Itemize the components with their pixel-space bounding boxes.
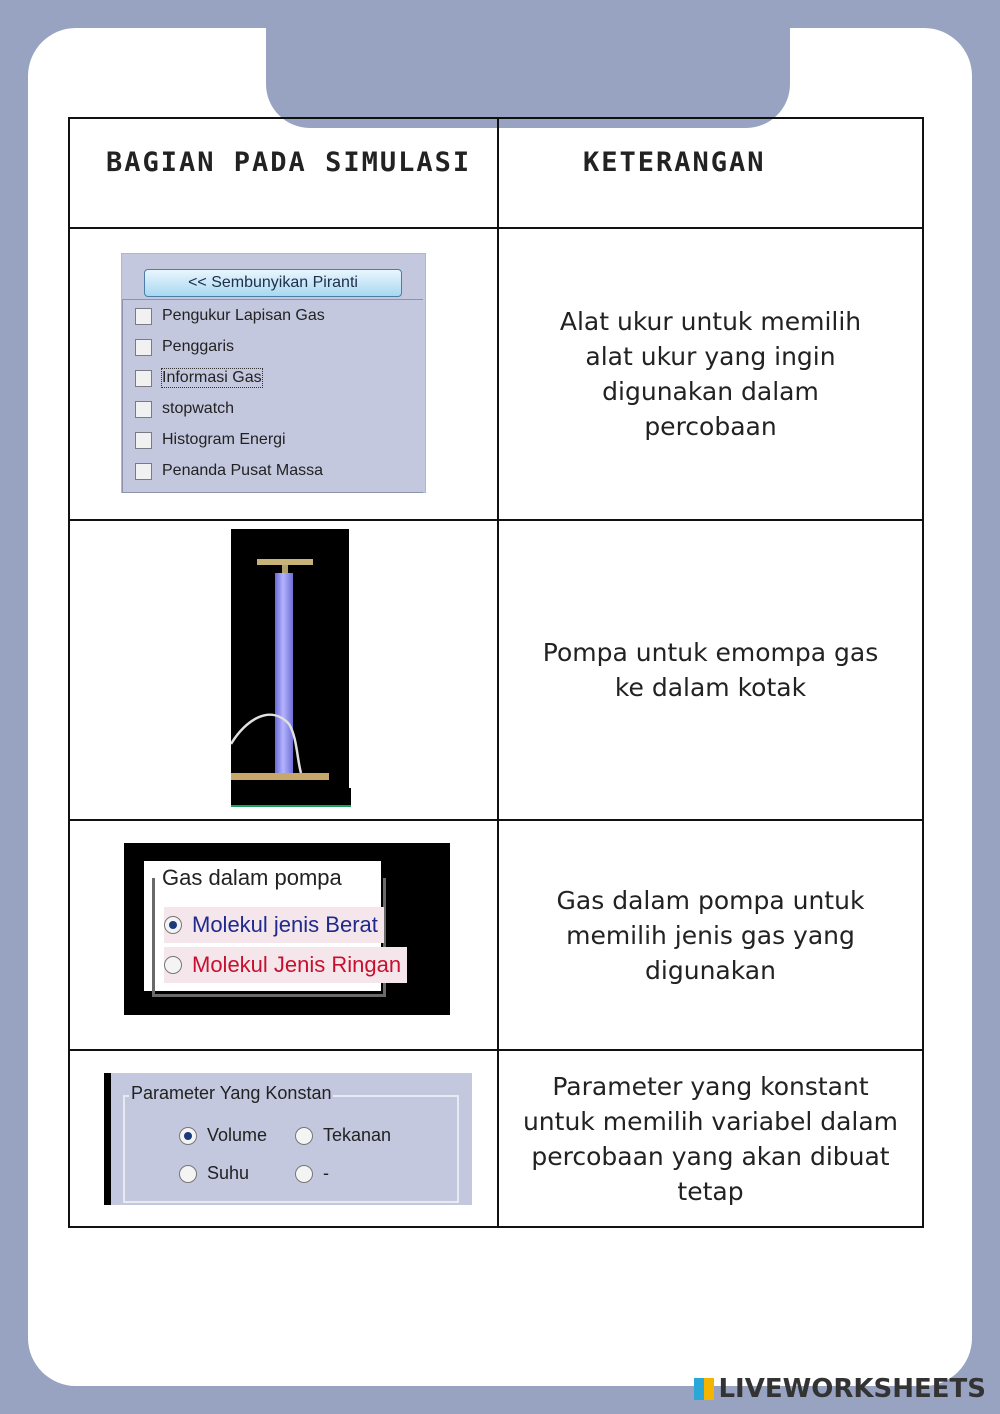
tools-list (122, 299, 423, 493)
description-line: ke dalam kotak (614, 673, 807, 702)
checkbox-icon (135, 463, 152, 480)
param-option-tekanan (295, 1125, 391, 1146)
checkbox-icon (135, 432, 152, 449)
logo-mark-icon (694, 1378, 714, 1400)
radio-selected-icon (179, 1127, 197, 1145)
pump-base (231, 773, 329, 780)
checkbox-icon (135, 401, 152, 418)
description-line: Gas dalam pompa untuk (556, 885, 865, 915)
param-option-label: Volume (207, 1125, 268, 1145)
row3-description (498, 820, 923, 1050)
param-option-label: Tekanan (323, 1125, 392, 1145)
description-line: digunakan (645, 955, 776, 985)
pump-ground (231, 788, 351, 807)
tool-item-label: Informasi Gas (162, 369, 262, 386)
row2-description (498, 520, 923, 820)
radio-icon (295, 1127, 313, 1145)
pump-rod (282, 565, 288, 573)
param-option-none (295, 1163, 329, 1184)
tools-panel-screenshot (121, 253, 426, 493)
description-line: Pompa untuk emompa gas (542, 638, 879, 667)
logo-text: LIVEWORKSHEETS (718, 1374, 986, 1404)
tool-item (135, 459, 323, 483)
header-left-label: BAGIAN PADA SIMULASI (106, 147, 472, 178)
param-option-suhu (179, 1163, 249, 1184)
gas-option-label: Molekul Jenis Ringan (192, 952, 402, 977)
header-right-cell (498, 118, 923, 228)
description-line: percobaan yang akan dibuat (531, 1141, 890, 1171)
gas-panel-screenshot (124, 843, 450, 1015)
params-panel-screenshot (104, 1073, 472, 1205)
radio-icon (164, 956, 182, 974)
row1-description (498, 228, 923, 520)
gas-option-heavy (164, 907, 384, 943)
description-line: digunakan dalam (602, 377, 819, 406)
tool-item-label: Penggaris (162, 338, 235, 355)
params-group (123, 1095, 459, 1203)
description-line: alat ukur yang ingin (585, 342, 836, 371)
tool-item (135, 304, 325, 328)
header-left-cell (69, 118, 498, 228)
tool-item (135, 366, 262, 390)
gas-option-light (164, 947, 407, 983)
radio-selected-icon (164, 916, 182, 934)
tool-item-label: Pengukur Lapisan Gas (162, 307, 325, 324)
header-right-label: KETERANGAN (583, 147, 766, 178)
row4-image-cell (69, 1050, 498, 1227)
row3-image-cell (69, 820, 498, 1050)
description-line: Parameter yang konstant (552, 1071, 869, 1101)
param-option-label: - (323, 1163, 329, 1183)
pump-image (231, 529, 349, 805)
description-line: tetap (677, 1176, 744, 1206)
param-option-volume (179, 1125, 267, 1146)
tool-item-label: Histogram Energi (162, 431, 286, 448)
radio-icon (179, 1165, 197, 1183)
row4-description (498, 1050, 923, 1227)
param-option-label: Suhu (207, 1163, 250, 1183)
tool-item-label: stopwatch (162, 400, 235, 417)
description-line: memilih jenis gas yang (566, 920, 855, 950)
gas-panel-title: Gas dalam pompa (162, 865, 342, 890)
radio-icon (295, 1165, 313, 1183)
tool-item (135, 397, 234, 421)
checkbox-icon (135, 339, 152, 356)
tool-item-label: Penanda Pusat Massa (162, 462, 323, 479)
description-line: untuk memilih variabel dalam (522, 1106, 899, 1136)
tool-item (135, 428, 286, 452)
hide-tools-button: << Sembunyikan Piranti (144, 269, 402, 297)
simulation-table (68, 117, 924, 1228)
row1-image-cell (69, 228, 498, 520)
tool-item (135, 335, 234, 359)
liveworksheets-logo (694, 1374, 986, 1404)
checkbox-icon (135, 370, 152, 387)
description-line: percobaan (644, 412, 777, 441)
header-tab (266, 28, 790, 128)
params-title: Parameter Yang Konstan (131, 1083, 332, 1103)
checkbox-icon (135, 308, 152, 325)
description-line: Alat ukur untuk memilih (559, 307, 862, 336)
row2-image-cell (69, 520, 498, 820)
pump-hose (231, 689, 311, 779)
gas-option-label: Molekul jenis Berat (192, 912, 378, 937)
